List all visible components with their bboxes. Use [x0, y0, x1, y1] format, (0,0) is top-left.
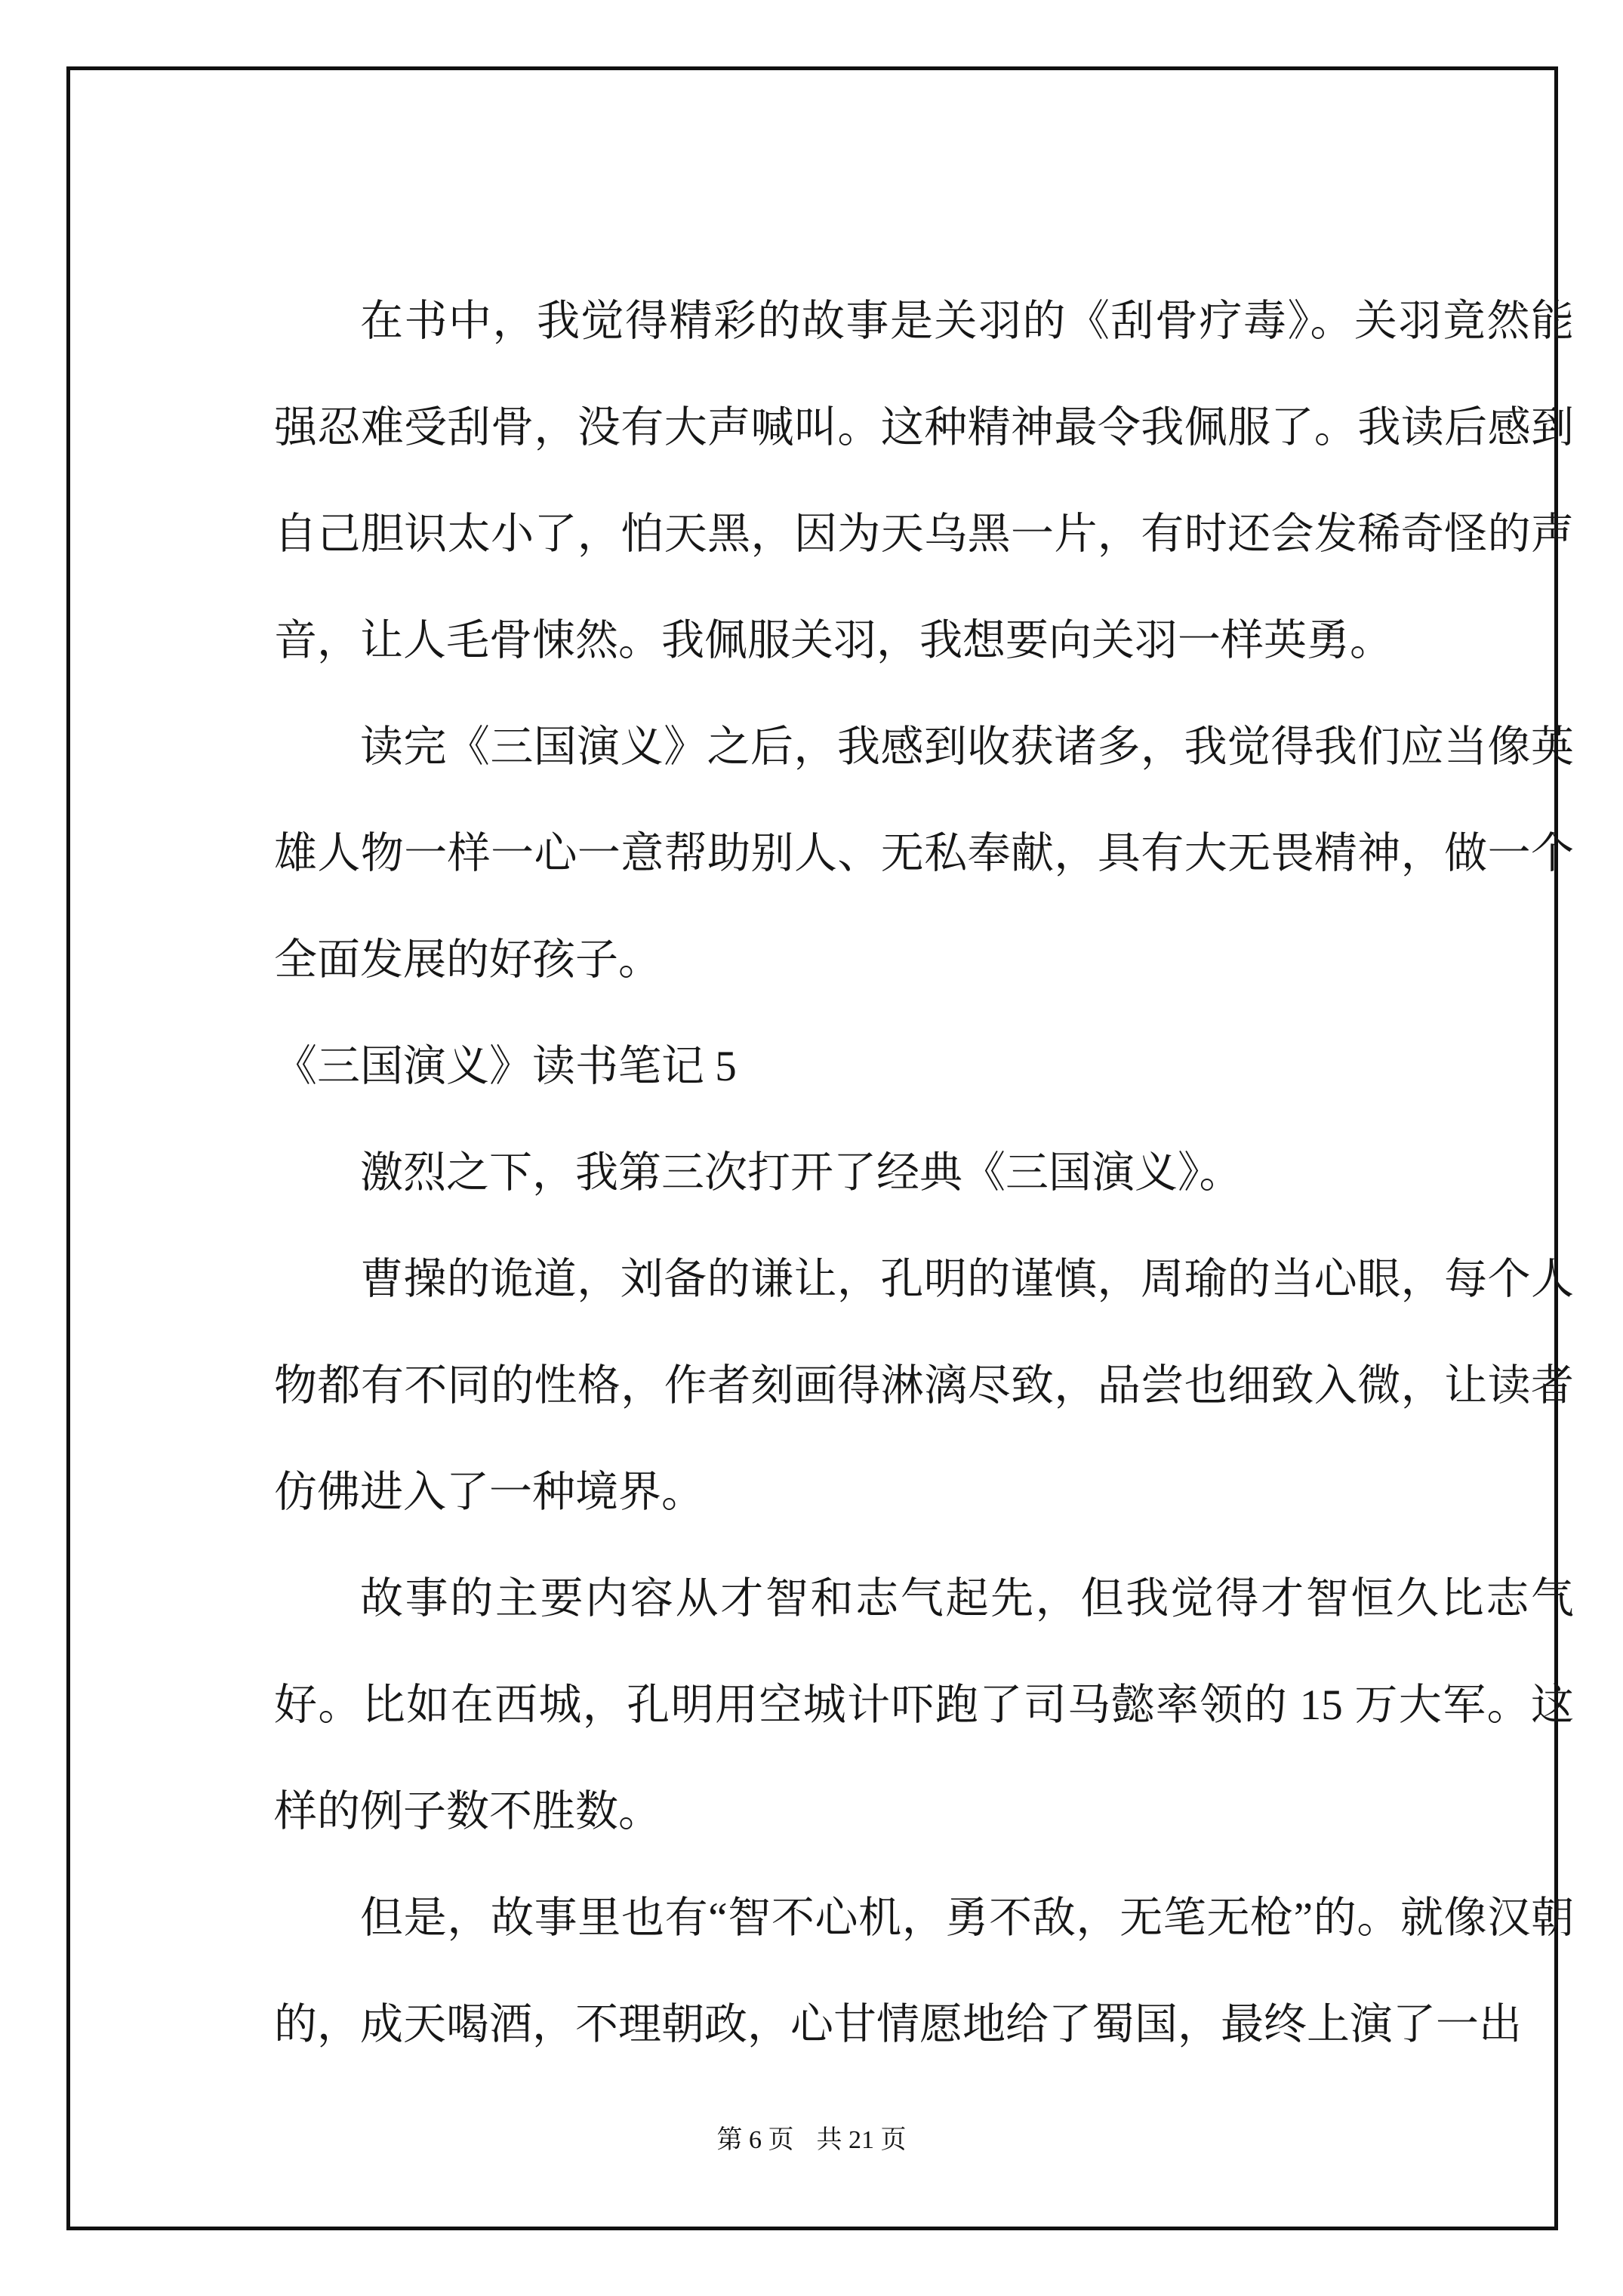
body-paragraph: 在书中，我觉得精彩的故事是关羽的《刮骨疗毒》。关羽竟然能强忍难受刮骨，没有大声喊叫。这种精神最令我佩服了。我读后感到自己胆识太小了，怕天黑，因为天乌黑一片，有时还会发稀奇怪的声音，让人毛骨悚然。我佩服关羽，我想要向关羽一样英勇。 [274, 297, 1574, 664]
body-paragraph: 但是，故事里也有“智不心机，勇不敌，无笔无枪”的。就像汉朝的，成天喝酒，不理朝政，心甘情愿地给了蜀国，最终上演了一出 [274, 1894, 1574, 2048]
page-text-block [274, 268, 1574, 2078]
body-paragraph: 故事的主要内容从才智和志气起先，但我觉得才智恒久比志气好。比如在西城，孔明用空城计吓跑了司马懿率领的 15 万大军。这样的例子数不胜数。 [274, 1575, 1574, 1835]
body-paragraph: 读完《三国演义》之后，我感到收获诸多，我觉得我们应当像英雄人物一样一心一意帮助别人、无私奉献，具有大无畏精神，做一个全面发展的好孩子。 [274, 723, 1574, 984]
body-paragraph: 激烈之下，我第三次打开了经典《三国演义》。 [360, 1149, 1243, 1197]
page-footer [0, 2123, 1623, 2158]
section-heading: 《三国演义》读书笔记 5 [274, 1043, 737, 1090]
page-border-frame [66, 66, 1574, 2230]
body-paragraph: 曹操的诡道，刘备的谦让，孔明的谨慎，周瑜的当心眼，每个人物都有不同的性格，作者刻画得淋漓尽致，品尝也细致入微，让读者仿佛进入了一种境界。 [274, 1256, 1574, 1516]
footer-page-number: 第 6 页 [716, 2126, 794, 2154]
footer-total-pages: 共 21 页 [816, 2126, 907, 2154]
